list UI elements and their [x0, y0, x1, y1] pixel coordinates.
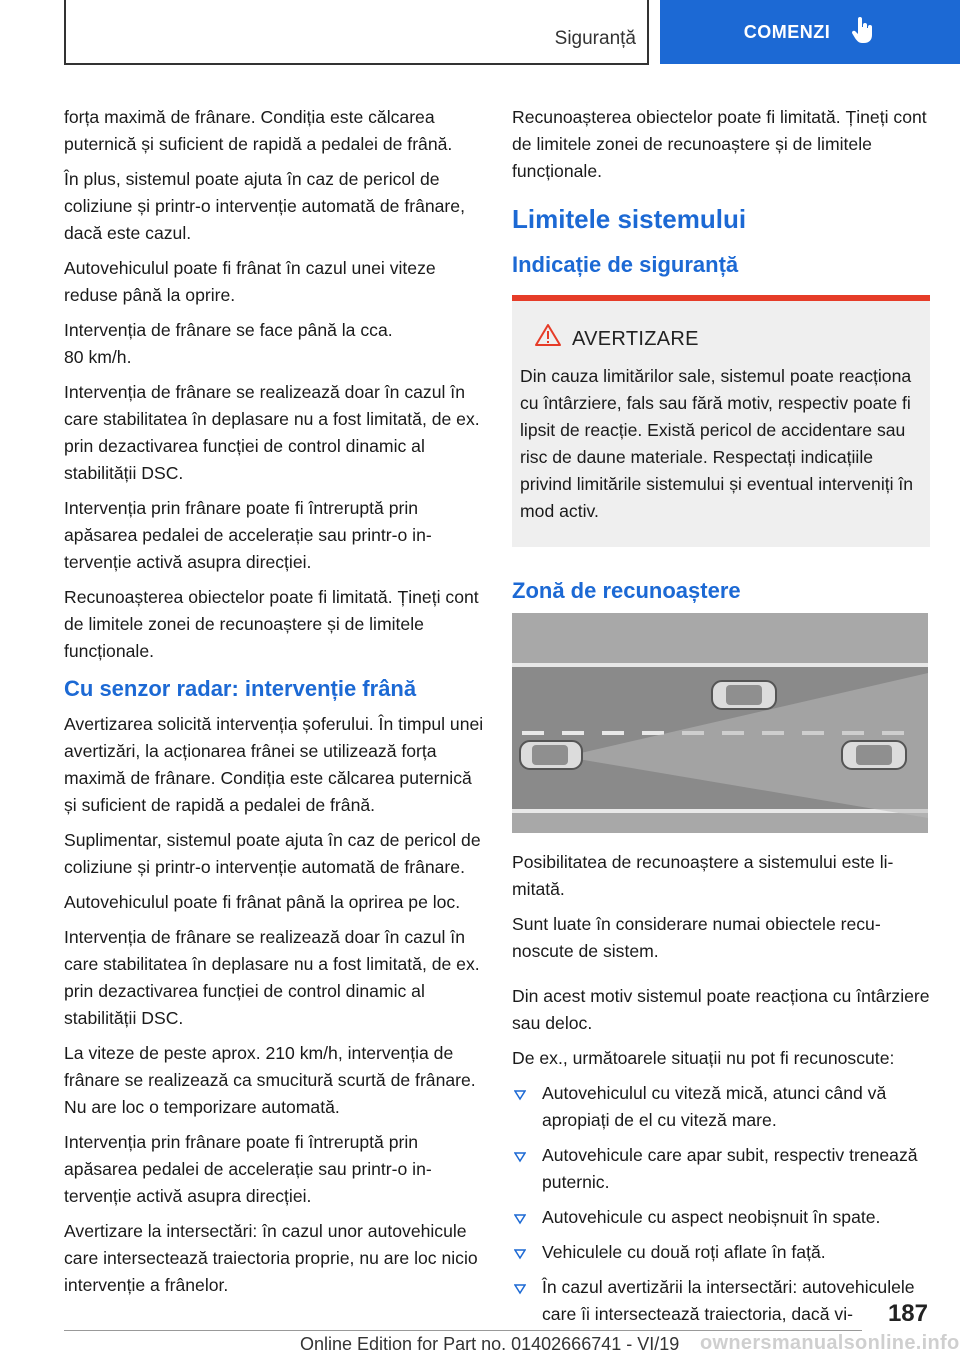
right-column	[512, 104, 930, 1336]
paragraph: Suplimentar, sistemul poate ajuta în caz de pericol de coliziune și printr-o intervenție automată de frânare.	[64, 830, 481, 877]
paragraph: Intervenția prin frânare poate fi întreruptă prin apăsarea pedalei de accelerație sau printr-o intervenție activă asupra direcției.	[64, 498, 432, 572]
hand-pointer-icon	[850, 16, 876, 49]
warning-title: AVERTIZARE	[572, 327, 699, 350]
recognition-zone-illustration	[512, 613, 928, 833]
header-frame-right	[647, 0, 649, 64]
paragraph: De ex., următoarele situații nu pot fi recunoscute:	[512, 1048, 895, 1068]
section-heading-limits: Limitele sistemului	[512, 204, 747, 234]
list-item	[512, 1204, 930, 1231]
footer-edition: Online Edition for Part no. 01402666741 - VI/19	[300, 1334, 680, 1354]
paragraph: Recunoașterea obiectelor poate fi limitată. Țineți cont de limitele zonei de recunoaștere și de limitele funcționale.	[512, 107, 927, 181]
list-item-text: Autovehicule cu aspect neobișnuit în spate.	[542, 1207, 881, 1227]
section-heading-safety: Indicație de siguranță	[512, 252, 739, 277]
paragraph: Intervenția de frânare se realizează doar în cazul în care stabilitatea în deplasare nu a fost limitată, de ex. prin dezactivarea funcției de control dinamic al stabilității DSC.	[64, 382, 480, 483]
list-item-text: În cazul avertizării la intersectări: autovehiculele care îi intersectează traiectoria, dacă vi-	[542, 1277, 915, 1324]
triangle-bullet-icon	[514, 1283, 526, 1295]
paragraph	[64, 317, 484, 371]
tab-label: COMENZI	[743, 21, 831, 42]
paragraph: Sunt luate în considerare numai obiectele recunoscute de sistem.	[512, 914, 881, 961]
paragraph: Avertizarea solicită intervenția șoferului. În timpul unei avertizări, la acționarea frânei se utilizează forța maximă de frânare. Condiția este călcarea puternică și suficient de rapidă a pedalei de frână.	[64, 714, 484, 815]
footer-divider	[64, 1330, 862, 1331]
section-title: Siguranță	[554, 28, 636, 49]
paragraph: La viteze de peste aprox. 210 km/h, intervenția de frânare se realizează ca smucitură scurtă de frânare. Nu are loc o temporizare automată.	[64, 1043, 476, 1117]
section-heading-zone: Zonă de recunoaștere	[512, 578, 741, 603]
triangle-bullet-icon	[514, 1089, 526, 1101]
list-item	[512, 1239, 930, 1266]
paragraph: Autovehiculul poate fi frânat până la oprirea pe loc.	[64, 892, 461, 912]
paragraph: Avertizare la intersectări: în cazul unor autovehicule care intersectează traiectoria proprie, nu are loc nicio intervenție a frânelor.	[64, 1221, 478, 1295]
triangle-bullet-icon	[514, 1151, 526, 1163]
triangle-bullet-icon	[514, 1213, 526, 1225]
paragraph: Autovehiculul poate fi frânat în cazul unei viteze reduse până la oprire.	[64, 258, 436, 305]
list-item-text: Autovehiculul cu viteză mică, atunci când vă apropiați de el cu viteză mare.	[542, 1083, 887, 1130]
paragraph-line: 80 km/h.	[64, 347, 132, 367]
header-frame-bottom	[64, 63, 649, 65]
paragraph: Recunoașterea obiectelor poate fi limitată. Țineți cont de limitele zonei de recunoaștere și de limitele funcționale.	[64, 587, 479, 661]
paragraph: Intervenția prin frânare poate fi întreruptă prin apăsarea pedalei de accelerație sau printr-o intervenție activă asupra direcției.	[64, 1132, 432, 1206]
header-frame-left	[64, 0, 66, 64]
paragraph: În plus, sistemul poate ajuta în caz de pericol de coliziune și printr-o intervenție automată de frânare, dacă este cazul.	[64, 169, 465, 243]
paragraph: forța maximă de frânare. Condiția este călcarea puternică și suficient de rapidă a pedalei de frână.	[64, 107, 453, 154]
list-item-text: Autovehicule care apar subit, respectiv trenează puternic.	[542, 1145, 918, 1192]
section-heading-radar: Cu senzor radar: intervenție frână	[64, 676, 417, 701]
paragraph: Din acest motiv sistemul poate reacționa cu întârziere sau deloc.	[512, 986, 930, 1033]
warning-header	[534, 323, 922, 355]
footer-watermark: ownersmanualsonline.info	[700, 1332, 960, 1354]
left-column	[64, 104, 484, 1307]
tab-comenzi[interactable]	[660, 0, 960, 64]
paragraph-line: Intervenția de frânare se face până la cca.	[64, 320, 393, 340]
list-item-text: Vehiculele cu două roți aflate în față.	[542, 1242, 826, 1262]
paragraph: Posibilitatea de recunoaștere a sistemului este limitată.	[512, 852, 894, 899]
limitations-list	[512, 1080, 930, 1328]
page-number: 187	[887, 1300, 928, 1327]
triangle-bullet-icon	[514, 1248, 526, 1260]
warning-box	[512, 295, 930, 547]
paragraph: Intervenția de frânare se realizează doar în cazul în care stabilitatea în deplasare nu a fost limitată, de ex. prin dezactivarea funcției de control dinamic al stabilității DSC.	[64, 927, 480, 1028]
list-item	[512, 1142, 930, 1196]
list-item	[512, 1080, 930, 1134]
warning-text: Din cauza limitărilor sale, sistemul poate reacționa cu întârziere, fals sau fără motiv, respectiv poate fi lipsit de reacție. Există pericol de accidentare sau risc de daune materiale. Respectați indicațiile privind limitările sistemului și eventual interveniți în mod activ.	[520, 366, 914, 521]
warning-triangle-icon	[534, 323, 562, 355]
